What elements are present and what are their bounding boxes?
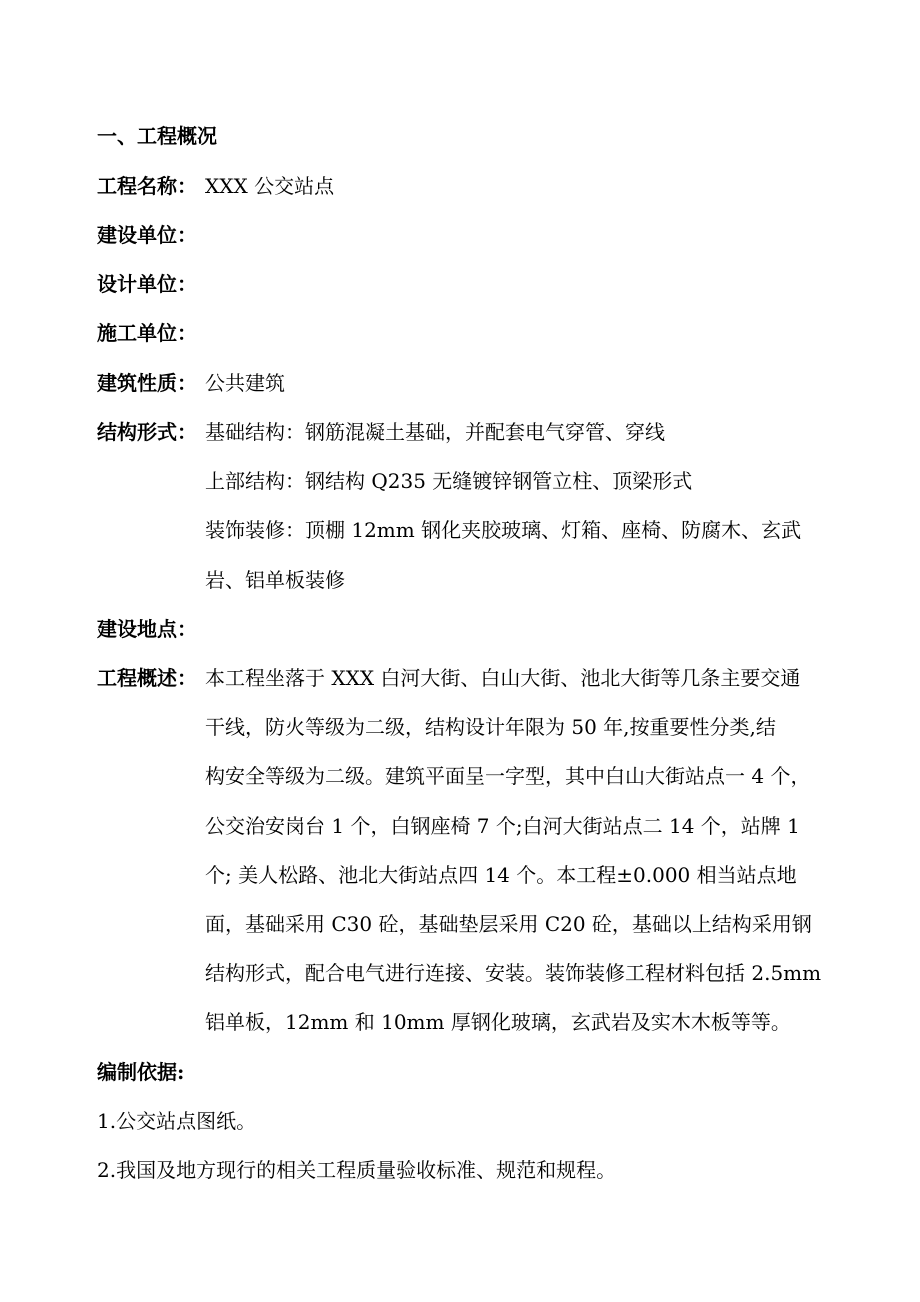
location-row [97,615,205,643]
building-nature-row [97,369,285,397]
basis-item-1: 1.公交站点图纸。 [97,1109,257,1133]
construction-unit-row [97,221,205,249]
structure-row [97,418,665,446]
overview-line-7: 结构形式，配合电气进行连接、安装。装饰装修工程材料包括 2.5mm [205,961,822,985]
building-nature-value: 公共建筑 [205,371,285,395]
design-unit-label: 设计单位： [97,272,197,296]
location-label: 建设地点： [97,617,197,641]
overview-label: 工程概述： [97,666,197,690]
building-nature-label: 建筑性质： [97,371,197,395]
structure-line-4: 岩、铝单板装修 [205,568,345,592]
basis-item-2: 2.我国及地方现行的相关工程质量验收标准、规范和规程。 [97,1158,617,1182]
structure-line-3: 装饰装修：顶棚 12mm 钢化夹胶玻璃、灯箱、座椅、防腐木、玄武 [205,518,802,542]
overview-row [97,664,800,692]
builder-unit-label: 施工单位： [97,321,197,345]
project-name-label: 工程名称： [97,174,197,198]
overview-line-5: 个; 美人松路、池北大街站点四 14 个。本工程±0.000 相当站点地 [205,863,797,887]
basis-title: 编制依据: [97,1060,185,1084]
overview-line-4: 公交治安岗台 1 个，白钢座椅 7 个;白河大街站点二 14 个，站牌 1 [205,814,800,838]
overview-line-6: 面，基础采用 C30 砼，基础垫层采用 C20 砼，基础以上结构采用钢 [205,912,812,936]
construction-unit-label: 建设单位： [97,223,197,247]
structure-line-1: 基础结构：钢筋混凝土基础，并配套电气穿管、穿线 [205,420,665,444]
design-unit-row [97,270,205,298]
overview-line-2: 干线，防火等级为二级，结构设计年限为 50 年,按重要性分类,结 [205,715,776,739]
structure-label: 结构形式： [97,420,197,444]
overview-line-8: 铝单板，12mm 和 10mm 厚钢化玻璃，玄武岩及实木木板等等。 [205,1010,791,1034]
project-name-row [97,172,334,200]
structure-line-2: 上部结构：钢结构 Q235 无缝镀锌钢管立柱、顶梁形式 [205,469,693,493]
project-name-value: XXX 公交站点 [205,174,335,198]
overview-line-1: 本工程坐落于 XXX 白河大街、白山大街、池北大街等几条主要交通 [205,666,801,690]
section-title: 一、工程概况 [97,124,217,148]
overview-line-3: 构安全等级为二级。建筑平面呈一字型，其中白山大街站点一 4 个， [205,764,811,788]
builder-unit-row [97,319,205,347]
